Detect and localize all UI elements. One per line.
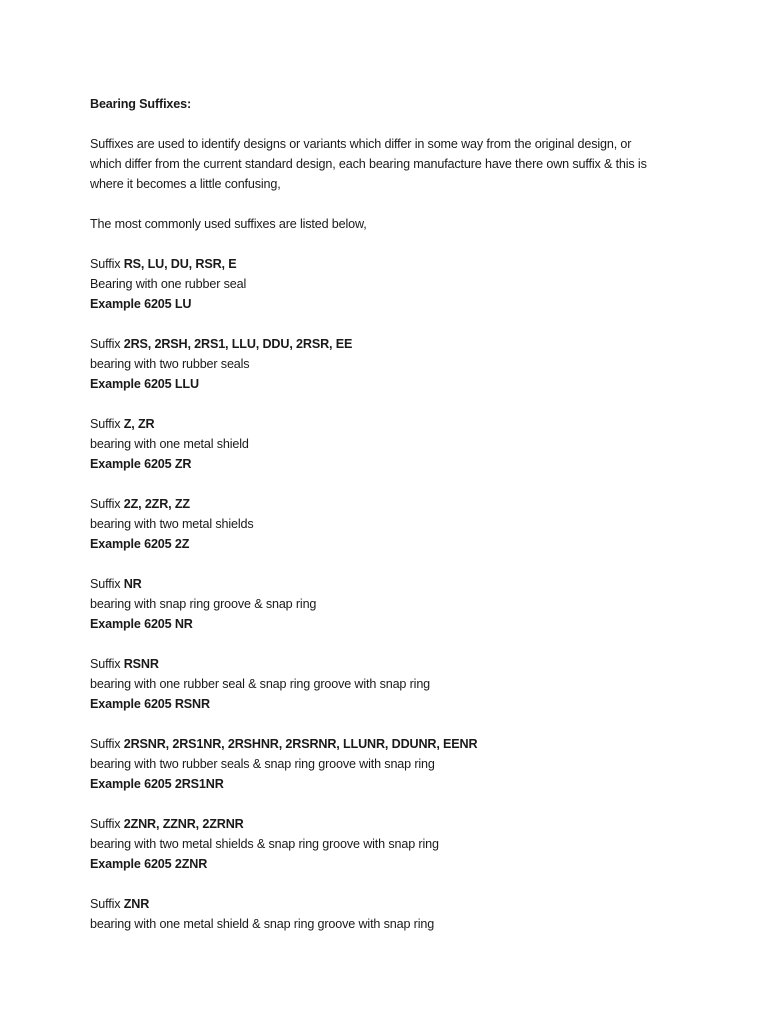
suffix-description: bearing with two metal shields & snap ring groove with snap ring [90, 837, 439, 851]
suffix-description: bearing with one metal shield [90, 437, 249, 451]
suffix-codes: 2ZNR, ZZNR, 2ZRNR [123, 817, 244, 831]
intro-paragraph [90, 134, 690, 194]
document-title: Bearing Suffixes: [90, 97, 192, 111]
suffix-example: Example 6205 2RS1NR [90, 777, 224, 791]
suffix-example: Example 6205 LU [90, 297, 192, 311]
suffix-prefix: Suffix [90, 417, 124, 431]
suffix-prefix: Suffix [90, 737, 124, 751]
lead-sentence: The most commonly used suffixes are listed below, [90, 217, 367, 231]
suffix-description: bearing with two metal shields [90, 517, 254, 531]
suffix-codes: 2Z, 2ZR, ZZ [123, 497, 190, 511]
document-page [90, 94, 690, 934]
suffix-entry [90, 334, 690, 394]
suffix-description: Bearing with one rubber seal [90, 277, 247, 291]
suffix-heading [90, 254, 690, 274]
suffix-prefix: Suffix [90, 337, 124, 351]
suffix-codes: RSNR [123, 657, 159, 671]
suffix-entry [90, 654, 690, 714]
suffix-entry [90, 574, 690, 634]
suffix-heading [90, 894, 690, 914]
suffix-codes: ZNR [123, 897, 150, 911]
suffix-prefix: Suffix [90, 817, 124, 831]
suffix-entry [90, 254, 690, 314]
suffix-description: bearing with snap ring groove & snap ring [90, 597, 317, 611]
suffix-entry [90, 734, 690, 794]
suffix-description: bearing with two rubber seals & snap ring groove with snap ring [90, 757, 435, 771]
suffix-prefix: Suffix [90, 257, 124, 271]
suffix-codes: RS, LU, DU, RSR, E [123, 257, 237, 271]
suffix-entry [90, 414, 690, 474]
suffix-codes: Z, ZR [123, 417, 155, 431]
suffix-prefix: Suffix [90, 577, 124, 591]
suffix-heading [90, 734, 690, 754]
suffix-prefix: Suffix [90, 657, 124, 671]
suffix-entry [90, 814, 690, 874]
suffix-example: Example 6205 2ZNR [90, 857, 208, 871]
suffix-codes: 2RS, 2RSH, 2RS1, LLU, DDU, 2RSR, EE [123, 337, 353, 351]
suffix-description: bearing with two rubber seals [90, 357, 250, 371]
suffix-description: bearing with one rubber seal & snap ring groove with snap ring [90, 677, 431, 691]
suffix-example: Example 6205 NR [90, 617, 193, 631]
suffix-example: Example 6205 RSNR [90, 697, 210, 711]
suffix-entry [90, 494, 690, 554]
suffix-heading [90, 334, 690, 354]
suffix-example: Example 6205 LLU [90, 377, 199, 391]
suffix-prefix: Suffix [90, 897, 124, 911]
intro-line: which differ from the current standard design, each bearing manufacture have there own suffix & this is [90, 157, 647, 171]
suffix-heading [90, 574, 690, 594]
intro-line: where it becomes a little confusing, [90, 177, 281, 191]
suffix-example: Example 6205 ZR [90, 457, 192, 471]
suffix-heading [90, 494, 690, 514]
suffix-example: Example 6205 2Z [90, 537, 190, 551]
intro-line: Suffixes are used to identify designs or variants which differ in some way from the original design, or [90, 137, 632, 151]
suffix-description: bearing with one metal shield & snap ring groove with snap ring [90, 917, 435, 931]
suffix-heading [90, 654, 690, 674]
suffix-heading [90, 414, 690, 434]
suffix-prefix: Suffix [90, 497, 124, 511]
suffix-heading [90, 814, 690, 834]
suffix-entry [90, 894, 690, 934]
suffix-codes: NR [123, 577, 142, 591]
suffix-codes: 2RSNR, 2RS1NR, 2RSHNR, 2RSRNR, LLUNR, DDUNR, EENR [123, 737, 478, 751]
